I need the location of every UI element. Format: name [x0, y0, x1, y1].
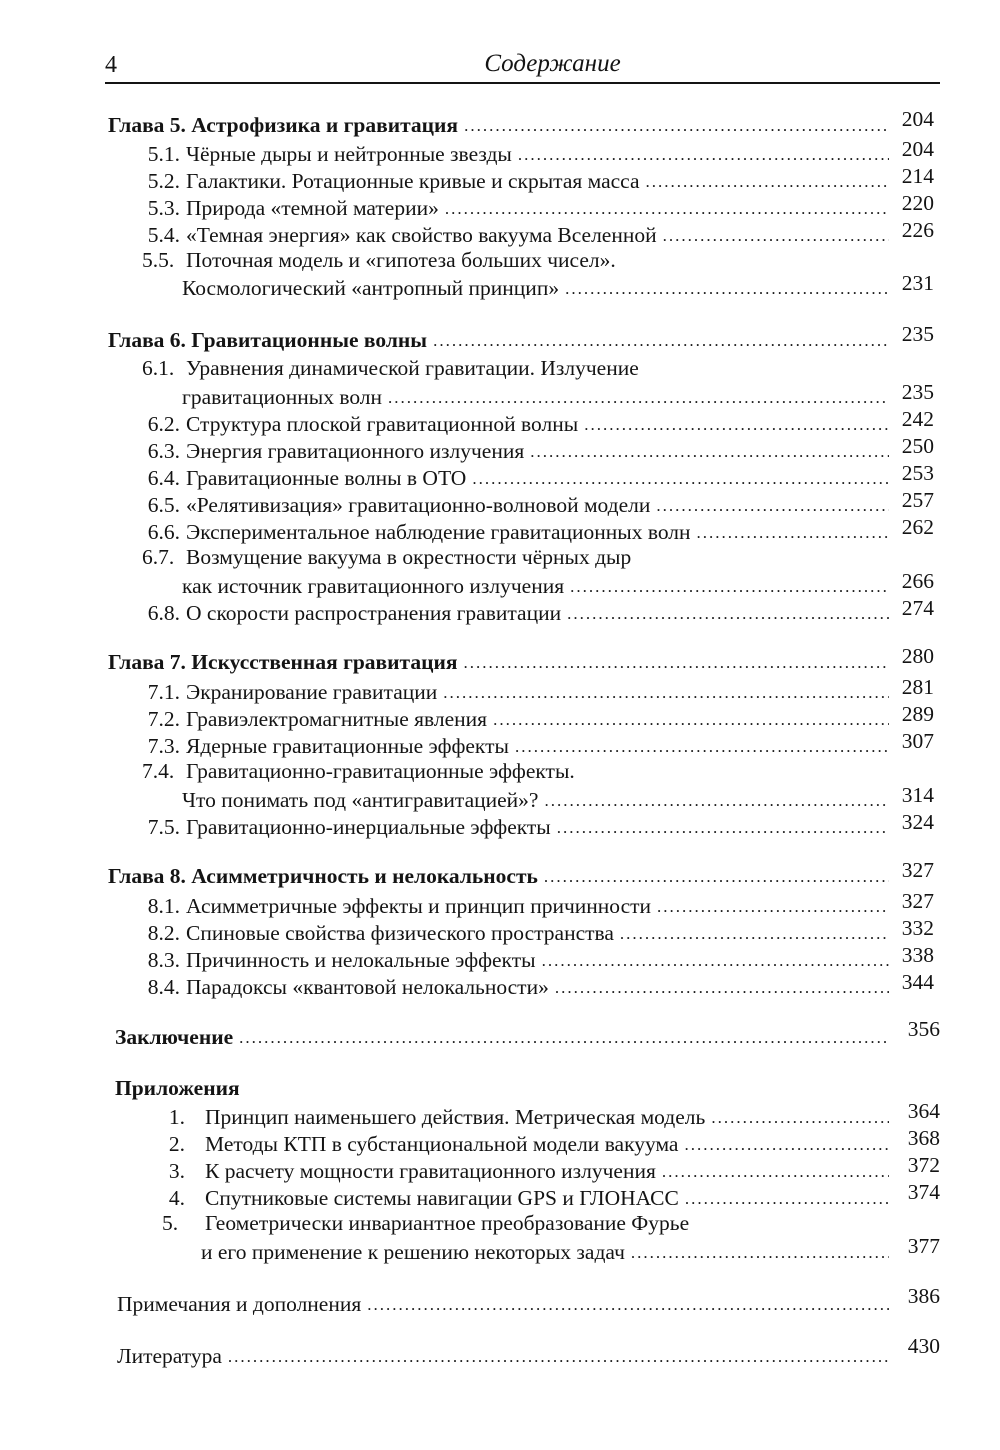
- toc-chapter-title: Глава 7. Искусственная гравитация: [108, 650, 458, 674]
- toc-page-number: 220: [901, 191, 934, 215]
- toc-item-title: Гравитационно-инерциальные эффекты: [186, 815, 551, 839]
- toc-item-title: Экранирование гравитации: [186, 680, 438, 704]
- dot-leader: [697, 524, 889, 542]
- toc-page-number: 253: [901, 461, 934, 485]
- toc-item-title: К расчету мощности гравитационного излучения: [205, 1159, 656, 1183]
- toc-item-number: 5.3.: [147, 196, 180, 220]
- toc-item-5-3[interactable]: [108, 193, 893, 221]
- dot-leader: [565, 280, 889, 298]
- toc-item-number: 8.3.: [147, 948, 180, 972]
- toc-item-number: 6.2.: [147, 412, 180, 436]
- toc-item-6-3[interactable]: [108, 436, 893, 464]
- running-title: Содержание: [484, 50, 621, 77]
- toc-item-title: Спиновые свойства физического пространства: [186, 921, 614, 945]
- toc-page-number: 364: [907, 1099, 940, 1123]
- dot-leader: [620, 925, 889, 943]
- toc-page-number: 262: [901, 515, 934, 539]
- dot-leader: [472, 470, 889, 488]
- toc-chapter-title: Заключение: [115, 1025, 234, 1049]
- toc-page-number: 235: [901, 322, 934, 346]
- dot-leader: [663, 227, 889, 245]
- toc-item-6-1[interactable]: [182, 382, 893, 410]
- toc-item-title: «Релятивизация» гравитационно-волновой модели: [186, 493, 651, 517]
- toc-item-6-6[interactable]: [108, 517, 893, 545]
- toc-item-7-4[interactable]: [182, 785, 893, 813]
- dot-leader: [684, 1136, 889, 1154]
- toc-item-number: 8.1.: [147, 894, 180, 918]
- toc-page-number: 235: [901, 380, 934, 404]
- toc-page-number: 250: [901, 434, 934, 458]
- toc-item-6-7[interactable]: [182, 571, 893, 599]
- toc-item-title: О скорости распространения гравитации: [186, 601, 562, 625]
- toc-item-7-3[interactable]: [108, 731, 893, 759]
- dot-leader: [646, 173, 889, 191]
- dot-leader: [544, 868, 889, 886]
- toc-item-title[interactable]: Гравитационно-гравитационные эффекты.: [186, 759, 575, 783]
- toc-item-title: Спутниковые системы навигации GPS и ГЛОНАСС: [205, 1186, 679, 1210]
- toc-item-number: 6.5.: [147, 493, 180, 517]
- toc-chapter-5[interactable]: [108, 110, 893, 138]
- toc-page-number: 368: [907, 1126, 940, 1150]
- toc-item-title: Асимметричные эффекты и принцип причинности: [186, 894, 652, 918]
- toc-chapter-title: Глава 5. Астрофизика и гравитация: [108, 113, 459, 137]
- dot-leader: [557, 819, 889, 837]
- dot-leader: [567, 605, 889, 623]
- dot-leader: [662, 1163, 889, 1181]
- toc-chapter-6[interactable]: [108, 325, 893, 353]
- toc-item-number: 6.1.: [142, 356, 175, 380]
- toc-appendices-heading[interactable]: Приложения: [115, 1076, 240, 1100]
- toc-notes[interactable]: [117, 1289, 893, 1317]
- toc-item-number: 5.2.: [147, 169, 180, 193]
- toc-item-title: Методы КТП в субстанциональной модели вакуума: [205, 1132, 679, 1156]
- toc-page-number: 266: [901, 569, 934, 593]
- dot-leader: [570, 578, 889, 596]
- dot-leader: [445, 200, 889, 218]
- toc-item-title-cont: Космологический «антропный принцип»: [182, 276, 560, 300]
- toc-item-title-cont: и его применение к решению некоторых задач: [201, 1240, 625, 1264]
- dot-leader: [657, 898, 889, 916]
- toc-page-number: 280: [901, 644, 934, 668]
- toc-item-title[interactable]: Уравнения динамической гравитации. Излучение: [186, 356, 639, 380]
- toc-page-number: 257: [901, 488, 934, 512]
- toc-item-number: 7.5.: [147, 815, 180, 839]
- toc-item-title: Парадоксы «квантовой нелокальности»: [186, 975, 549, 999]
- toc-page-number: 281: [901, 675, 934, 699]
- toc-item-6-5[interactable]: [108, 490, 893, 518]
- toc-page-number: 324: [901, 810, 934, 834]
- toc-page-number: 327: [901, 889, 934, 913]
- toc-item-number: 5.5.: [142, 248, 175, 272]
- toc-page-number: 242: [901, 407, 934, 431]
- toc-item-title: Структура плоской гравитационной волны: [186, 412, 579, 436]
- toc-item-7-2[interactable]: [108, 704, 893, 732]
- toc-item-title: Галактики. Ротационные кривые и скрытая масса: [186, 169, 640, 193]
- dot-leader: [518, 146, 889, 164]
- toc-item-title[interactable]: Поточная модель и «гипотеза больших чисел».: [186, 248, 616, 272]
- dot-leader: [542, 952, 889, 970]
- toc-page-number: 430: [907, 1334, 940, 1358]
- toc-page-number: 338: [901, 943, 934, 967]
- toc-item-5-2[interactable]: [108, 166, 893, 194]
- dot-leader: [239, 1029, 889, 1047]
- toc-item-6-8[interactable]: [108, 598, 893, 626]
- toc-item-number: 7.3.: [147, 734, 180, 758]
- toc-page-number: 204: [901, 137, 934, 161]
- toc-item-number: 6.6.: [147, 520, 180, 544]
- toc-item-8-2[interactable]: [108, 918, 893, 946]
- toc-page-number: 204: [901, 107, 934, 131]
- dot-leader: [685, 1190, 889, 1208]
- toc-chapter-8[interactable]: [108, 861, 893, 889]
- toc-appendix-2[interactable]: [115, 1129, 893, 1157]
- toc-item-8-3[interactable]: [108, 945, 893, 973]
- toc-appendix-3[interactable]: [115, 1156, 893, 1184]
- dot-leader: [656, 497, 889, 515]
- toc-item-7-5[interactable]: [108, 812, 893, 840]
- toc-item-5-1[interactable]: [108, 139, 893, 167]
- dot-leader: [631, 1244, 889, 1262]
- dot-leader: [515, 738, 889, 756]
- toc-item-number: 6.8.: [147, 601, 180, 625]
- toc-item-title: Гравиэлектромагнитные явления: [186, 707, 488, 731]
- dot-leader: [228, 1348, 889, 1366]
- toc-item-title: Чёрные дыры и нейтронные звезды: [186, 142, 512, 166]
- toc-chapter-title: Глава 6. Гравитационные волны: [108, 328, 428, 352]
- toc-item-number: 5.: [162, 1211, 179, 1235]
- dot-leader: [464, 654, 889, 672]
- toc-item-number: 7.1.: [147, 680, 180, 704]
- toc-item-title: Гравитационные волны в ОТО: [186, 466, 467, 490]
- toc-item-title: «Темная энергия» как свойство вакуума Вселенной: [186, 223, 657, 247]
- toc-item-number: 6.7.: [142, 545, 175, 569]
- toc-item-title: Экспериментальное наблюдение гравитационных волн: [186, 520, 691, 544]
- toc-page-number: 289: [901, 702, 934, 726]
- toc-appendix-4[interactable]: [115, 1183, 893, 1211]
- toc-page-number: 327: [901, 858, 934, 882]
- toc-item-number: 7.4.: [142, 759, 175, 783]
- toc-page-number: 314: [901, 783, 934, 807]
- toc-item-number: 1.: [168, 1105, 185, 1129]
- toc-item-title[interactable]: Возмущение вакуума в окрестности чёрных дыр: [186, 545, 632, 569]
- dot-leader: [367, 1296, 889, 1314]
- toc-item-8-1[interactable]: [108, 891, 893, 919]
- toc-item-title-cont: гравитационных волн: [182, 385, 383, 409]
- toc-item-number: 7.2.: [147, 707, 180, 731]
- toc-item-number: 5.4.: [147, 223, 180, 247]
- toc-item-number: 4.: [168, 1186, 185, 1210]
- toc-literature[interactable]: [117, 1341, 893, 1369]
- dot-leader: [711, 1109, 889, 1127]
- toc-item-6-2[interactable]: [108, 409, 893, 437]
- toc-item-number: 8.2.: [147, 921, 180, 945]
- toc-page-number: 386: [907, 1284, 940, 1308]
- toc-item-number: 2.: [168, 1132, 185, 1156]
- toc-page-number: 374: [907, 1180, 940, 1204]
- toc-appendix-1[interactable]: [115, 1102, 893, 1130]
- toc-conclusion[interactable]: [115, 1022, 893, 1050]
- toc-item-number: 6.3.: [147, 439, 180, 463]
- toc-item-number: 6.4.: [147, 466, 180, 490]
- toc-appendix-5[interactable]: [201, 1237, 893, 1265]
- page-number: 4: [105, 52, 117, 78]
- toc-page-number: 307: [901, 729, 934, 753]
- dot-leader: [388, 389, 889, 407]
- toc-item-5-4[interactable]: [108, 220, 893, 248]
- toc-page-number: 226: [901, 218, 934, 242]
- toc-page-number: 372: [907, 1153, 940, 1177]
- toc-item-title: Природа «темной материи»: [186, 196, 439, 220]
- dot-leader: [443, 684, 889, 702]
- toc-item-title: Ядерные гравитационные эффекты: [186, 734, 509, 758]
- toc-chapter-7[interactable]: [108, 647, 893, 675]
- toc-item-8-4[interactable]: [108, 972, 893, 1000]
- toc-page-number: 231: [901, 271, 934, 295]
- toc-chapter-title: Глава 8. Асимметричность и нелокальность: [108, 864, 538, 888]
- toc-page-number: 356: [907, 1017, 940, 1041]
- toc-item-title: Энергия гравитационного излучения: [186, 439, 525, 463]
- toc-item-title-cont: как источник гравитационного излучения: [182, 574, 565, 598]
- toc-item-number: 8.4.: [147, 975, 180, 999]
- toc-item-title: Примечания и дополнения: [117, 1292, 362, 1316]
- toc-page-number: 332: [901, 916, 934, 940]
- toc-item-title[interactable]: Геометрически инвариантное преобразование Фурье: [205, 1211, 690, 1235]
- toc-item-number: 3.: [168, 1159, 185, 1183]
- toc-item-title: Принцип наименьшего действия. Метрическая модель: [205, 1105, 706, 1129]
- toc-page-number: 214: [901, 164, 934, 188]
- toc-item-title: Причинность и нелокальные эффекты: [186, 948, 536, 972]
- toc-item-title-cont: Что понимать под «антигравитацией»?: [182, 788, 539, 812]
- dot-leader: [555, 979, 889, 997]
- toc-page-number: 377: [907, 1234, 940, 1258]
- dot-leader: [493, 711, 889, 729]
- toc-item-title: Литература: [117, 1344, 222, 1368]
- toc-item-7-1[interactable]: [108, 677, 893, 705]
- toc-page-number: 344: [901, 970, 934, 994]
- toc-page-number: 274: [901, 596, 934, 620]
- toc-item-number: 5.1.: [147, 142, 180, 166]
- dot-leader: [433, 332, 889, 350]
- dot-leader: [584, 416, 889, 434]
- dot-leader: [530, 443, 889, 461]
- toc-item-6-4[interactable]: [108, 463, 893, 491]
- dot-leader: [544, 792, 889, 810]
- dot-leader: [464, 117, 889, 135]
- toc-item-5-5[interactable]: [182, 273, 893, 301]
